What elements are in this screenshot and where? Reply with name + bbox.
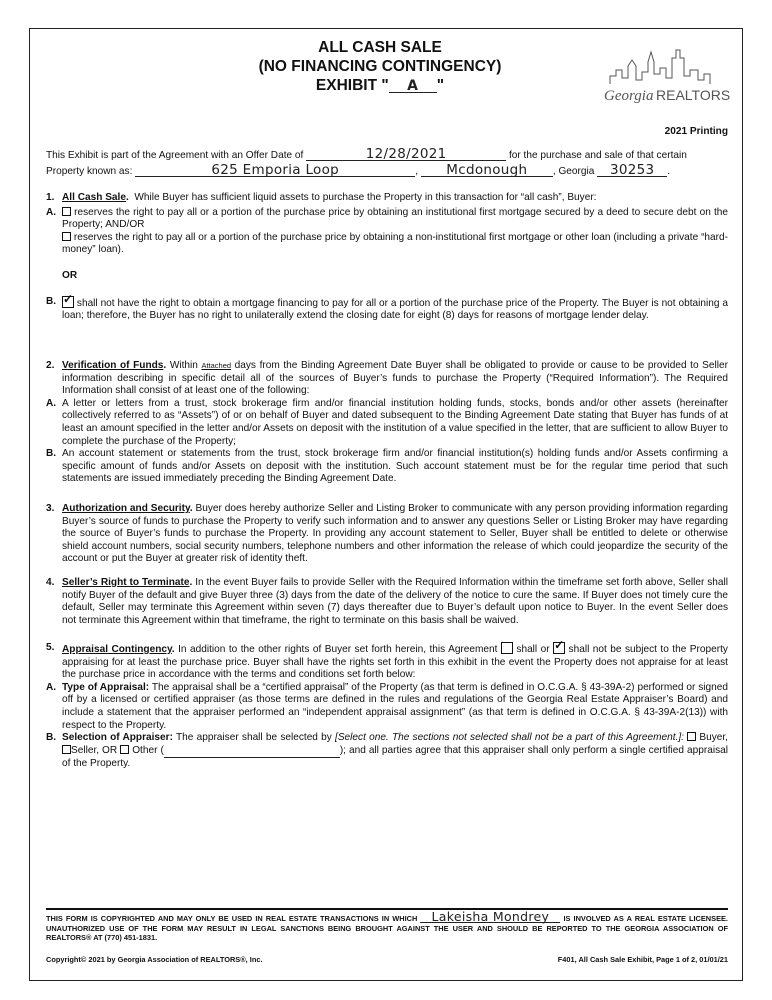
intro-line-2: Property known as: 625 Emporia Loop , Mcdonough , Georgia 30253 . [46,162,670,178]
footer-bottom [46,955,728,965]
appraisal-shall-not-checkbox-checked[interactable] [553,638,565,654]
property-address-field[interactable]: 625 Emporia Loop [135,164,415,177]
logo-script-text: Georgia [604,88,654,104]
skyline-icon [596,40,736,110]
printing-year: 2021 Printing [664,126,728,137]
checkmark-icon: ✓ [554,638,565,652]
section-1-heading: All Cash Sale [62,192,126,203]
checkmark-icon: ✓ [63,291,74,306]
copyright-text: Copyright© 2021 by Georgia Association of REALTORS®, Inc. [46,955,263,964]
option-1a-checkbox-2[interactable] [62,232,71,241]
section-1: 1. All Cash Sale. While Buyer has sufficient liquid assets to purchase the Property in this transaction for “all cash”, Buyer: A. reserves the right to pay all or a portion of the purchase price by obtaining an institutional first mortgage secured by a deed to secure debt on the Property; AND/OR reserves the right to pay all or a portion of the purchase price by obtaining a non-institutional first mortgage or other loan (including a private “hard-money” loan). OR B. ✓ shall not have the right to obtain a mortgage financing to pay for all or a portion of the purchase price of the Property. The Buyer is not obtaining a loan; therefore, the Buyer has no right to unilaterally extend the closing date for eight (8) days for reasons of mortgage lender delay. [46,192,729,322]
exhibit-letter-field[interactable]: A [389,80,437,93]
appraisal-shall-checkbox[interactable] [501,642,513,654]
or-separator: OR [62,269,78,281]
appraiser-other-checkbox[interactable] [120,745,129,754]
offer-date-field[interactable]: 12/28/2021 [306,148,506,161]
form-title [160,38,600,95]
city-field[interactable]: Mcdonough [421,164,553,177]
intro-line-1: This Exhibit is part of the Agreement with an Offer Date of 12/28/2021 for the purchase and sale of that certain [46,146,687,162]
logo-bold-text: REALTORS [656,87,731,103]
form-id-text: F401, All Cash Sale Exhibit, Page 1 of 2, 01/01/21 [557,955,728,964]
section-3-heading: Authorization and Security [62,503,190,514]
exhibit-line: EXHIBIT " A " [315,77,445,94]
section-4: 4. Seller’s Right to Terminate. In the event Buyer fails to provide Seller with the Required Information within the timeframe set forth above, Seller shall notify Buyer of the default and give Buyer three (3) days from the date of the delivery of the notice to cure the same. If Buyer does not timely cure the default, Seller may terminate this Agreement within seven (7) days thereafter due to Buyer’s default upon notice to Buyer. In the event Seller does not terminate this Agreement within that timeframe, the right to terminate on this basis shall be waived. [46,577,729,626]
option-1b-checkbox-checked[interactable] [62,291,74,308]
section-5-heading: Appraisal Contingency [62,644,172,655]
licensee-name-field[interactable]: Lakeisha Mondrey [420,911,560,923]
section-3: 3. Authorization and Security. Buyer does hereby authorize Seller and Listing Broker to communicate with any person providing information regarding Buyer’s source of funds to purchase the Property to verify such information and to answer any questions Seller or Listing Broker may have regarding the source of Buyer’s funds to purchase the Property. In providing any account statement to Seller, Buyer shall be entitled to delete or otherwise shield account numbers, social security numbers, telephone numbers and other information the release of which could jeopardize the security of the account or put the Buyer at greater risk of identity theft. [46,503,728,565]
georgia-realtors-logo [596,40,736,110]
verification-days-field[interactable]: Attached [201,361,232,370]
appraiser-other-field[interactable] [164,745,340,758]
title-line-1: ALL CASH SALE [318,39,442,56]
footer-rule [46,908,728,910]
appraiser-seller-checkbox[interactable] [62,745,71,754]
section-2-heading: Verification of Funds [62,360,164,371]
footer-notice: THIS FORM IS COPYRIGHTED AND MAY ONLY BE USED IN REAL ESTATE TRANSACTIONS IN WHICH Lakeisha Mondrey IS INVOLVED AS A REAL ESTATE LICENSEE. UNAUTHORIZED USE OF THE FORM MAY RESULT IN LEGAL SANCTIONS BEING BROUGHT AGAINST THE USER AND SHOULD BE REPORTED TO THE GEORGIA ASSOCIATION OF REALTORS® AT (770) 451-1831. [46,909,728,943]
section-4-heading: Seller’s Right to Terminate [62,577,190,588]
zip-field[interactable]: 30253 [597,164,667,177]
option-1a-checkbox-1[interactable] [62,207,71,216]
title-line-2: (NO FINANCING CONTINGENCY) [258,58,502,75]
section-5: 5. Appraisal Contingency. In addition to the other rights of Buyer set forth herein, this Agreement shall or ✓ shall not be subject to the Property appraising for at least the purchase price. Buyer shall have the rights set forth in this exhibit in the event the Property does not appraise for at least the purchase price in accordance with the terms and conditions set forth below: A. Type of Appraisal: The appraisal shall be a “certified appraisal” of the Property (as that term is defined in O.C.G.A. § 43-39A-2) performed or signed off by a licensed or certified appraiser (as those terms are defined in the rules and regulations of the Georgia Real Estate Appraiser’s Board) and include a statement that the appraiser performed an “independent appraisal assignment” (as that term is defined in O.C.G.A. § 43-39A-2(13)) with respect to the Property. B. Selection of Appraiser: The appraiser shall be selected by [Select one. The sections not selected shall not be a part of this Agreement.]: Buyer, Seller, OR Other ( ); and all parties agree that this appraiser shall only perform a single certified appraisal of the Property. [46,638,728,769]
appraiser-buyer-checkbox[interactable] [687,732,696,741]
section-2: 2. Verification of Funds. Within Attached days from the Binding Agreement Date Buyer shall be obligated to provide or cause to be provided to Seller information describing in specific detail all of the sources of Buyer’s funds to purchase the Property (“Required Information”). The Required Information shall consist of at least one of the following: A. A letter or letters from a trust, stock brokerage firm and/or financial institution holding funds, stocks, bonds and/or other assets (hereinafter collectively referred to as “Assets”) of or on behalf of Buyer and dated subsequent to the Binding Agreement Date stating that Buyer has funds of at least an amount specified in the letter and/or Assets on deposit with the institution of a value specified in the letter, that are sufficient to allow Buyer to complete the purchase of the Property; B. An account statement or statements from the trust, stock brokerage firm and/or financial institution(s) holding funds and/or Assets confirming a specific amount of funds and/or Assets on deposit with the institution. Such account statement must be for the regular time period that such statements are issued immediately preceding the Binding Agreement Date. [46,360,728,485]
